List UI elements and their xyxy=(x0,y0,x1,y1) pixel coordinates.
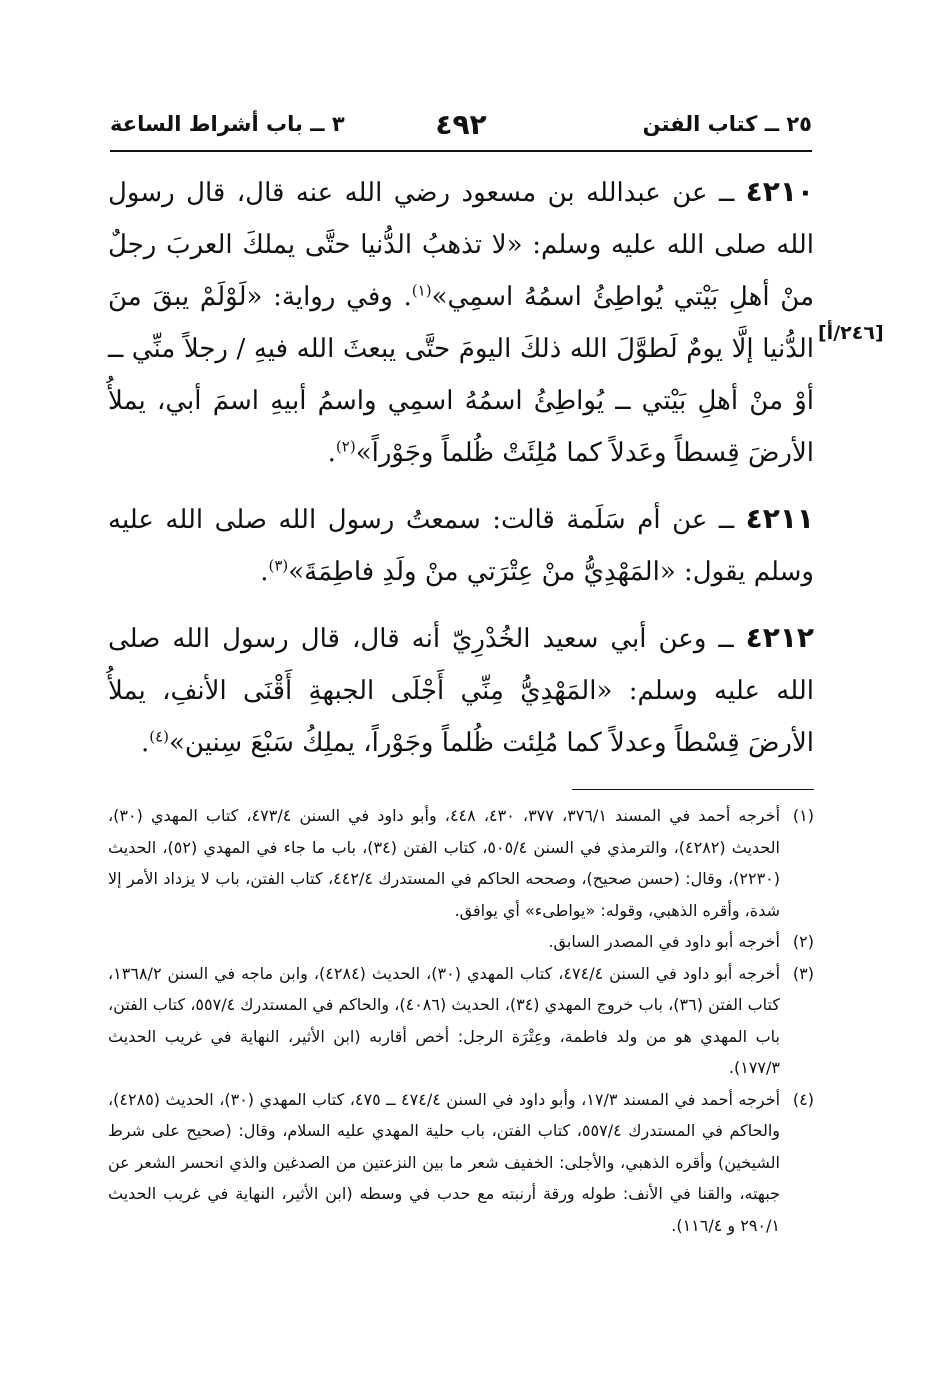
page-number: ٤٩٢ xyxy=(435,108,487,141)
hadith-number: ٤٢١١ xyxy=(745,502,814,535)
footnote-3 xyxy=(108,958,814,1084)
punctuation: . xyxy=(260,557,269,587)
footnote-number: (٤) xyxy=(792,1089,814,1109)
chapter-title: ٢٥ ــ كتاب الفتن xyxy=(642,112,812,136)
footnote-2 xyxy=(108,926,814,958)
footnote-1 xyxy=(108,800,814,926)
running-header xyxy=(110,108,812,146)
footnote-ref: (٤) xyxy=(149,727,169,746)
hadith-number: ٤٢١٢ xyxy=(745,621,814,654)
footnote-ref: (٣) xyxy=(268,556,289,575)
footnote-text: أخرجه أبو داود في السنن ٤٧٤/٤، كتاب المهدي (٣٠)، الحديث (٤٢٨٤)، وابن ماجه في السنن ١٣٦٨/٢، كتاب الفتن (٣٦)، باب خروج المهدي (٣٤)، الحديث (٤٠٨٦)، والحاكم في المستدرك ٥٥٧/٤، كتاب الفتن، باب المهدي هو من ولد فاطمة، وعِتْرَة الرجل: أخص أقاربه (ابن الأثير، النهاية في غريب الحديث ١٧٧/٣). xyxy=(108,963,781,1077)
hadith-number: ٤٢١٠ xyxy=(745,175,815,208)
footnote-number: (٣) xyxy=(792,963,814,983)
hadith-text: ــ عن أم سَلَمة قالت: سمعتُ رسول الله صلى الله عليه وسلم يقول: «المَهْدِيُّ منْ عِتْرَتي منْ ولَدِ فاطِمَةَ» xyxy=(108,505,814,587)
hadith-4212 xyxy=(108,612,814,769)
main-text xyxy=(108,166,814,783)
hadith-text: ــ عن عبدالله بن مسعود رضي الله عنه قال، قال رسول الله صلى الله عليه وسلم: «لا تذهبُ الدُّنيا حتَّى يملكَ العربَ رجلٌ منْ أهلِ بَيْتي يُواطِئُ اسمُهُ اسمِي» xyxy=(108,178,815,312)
hadith-text-continued: . وفي رواية: «لَوْلَمْ يبقَ منَ الدُّنيا إلَّا يومٌ لَطوَّلَ الله ذلكَ اليومَ حتَّى يبعثَ الله فيهِ / رجلاً منِّي ــ أوْ منْ أهلِ بَيْتي ــ يُواطِئُ اسمُهُ اسمِي واسمُ أبيهِ اسمَ أبي، يملأُ الأرضَ قِسطاً وعَدلاً كما مُلِئَتْ ظُلماً وجَوْراً» xyxy=(108,282,814,468)
section-title: ٣ ــ باب أشراط الساعة xyxy=(110,112,345,136)
footnote-4 xyxy=(108,1084,814,1242)
hadith-4210 xyxy=(108,166,814,479)
header-rule xyxy=(110,150,812,152)
footnote-number: (١) xyxy=(792,806,814,825)
hadith-text: ــ وعن أبي سعيد الخُدْرِيّ أنه قال، قال رسول الله صلى الله عليه وسلم: «المَهْدِيُّ مِنِّي أَجْلَى الجبهةِ أَقْنَى الأنفِ، يملأُ الأرضَ قِسْطاً وعدلاً كما مُلِئت ظُلماً وجَوْراً، يملِكُ سَبْعَ سِنين» xyxy=(108,624,814,758)
footnote-separator xyxy=(572,789,814,790)
footnote-ref: (٢) xyxy=(335,437,356,456)
footnote-text: أخرجه أحمد في المسند ١٧/٣، وأبو داود في السنن ٤٧٤/٤ ــ ٤٧٥، كتاب المهدي (٣٠)، الحديث (٤٢٨٥)، والحاكم في المستدرك ٥٥٧/٤، كتاب الفتن، باب حلية المهدي عليه السلام، وقال: (صحيح على شرط الشيخين) وأقره الذهبي، والأجلى: الخفيف شعر ما بين النزعتين من الصدغين والذي انحسر الشعر عن جبهته، والقنا في الأنف: طوله ورقة أرنبته مع حدب في وسطه (ابن الأثير، النهاية في غريب الحديث ٢٩٠/١ و ١١٦/٤). xyxy=(108,1089,781,1235)
punctuation: . xyxy=(140,728,150,758)
footnotes xyxy=(108,800,814,1241)
hadith-4211 xyxy=(108,493,814,598)
punctuation: . xyxy=(327,438,336,468)
footnote-text: أخرجه أحمد في المسند ٣٧٦/١، ٣٧٧، ٤٣٠، ٤٤٨، وأبو داود في السنن ٤٧٣/٤، كتاب المهدي (٣٠)، الحديث (٤٢٨٢)، والترمذي في السنن ٥٠٥/٤، كتاب الفتن (٣٤)، باب ما جاء في المهدي (٥٢)، الحديث (٢٢٣٠)، وقال: (حسن صحيح)، وصححه الحاكم في المستدرك ٤٤٢/٤، كتاب الفتن، باب لا يزداد الأمر إلا شدة، وأقره الذهبي، وقوله: «يواطىء» أي يوافق. xyxy=(108,806,781,920)
footnote-ref: (١) xyxy=(411,281,432,300)
manuscript-folio-reference: [٢٤٦/أ] xyxy=(818,322,884,344)
footnote-number: (٢) xyxy=(792,932,814,951)
footnote-text: أخرجه أبو داود في المصدر السابق. xyxy=(548,932,780,951)
